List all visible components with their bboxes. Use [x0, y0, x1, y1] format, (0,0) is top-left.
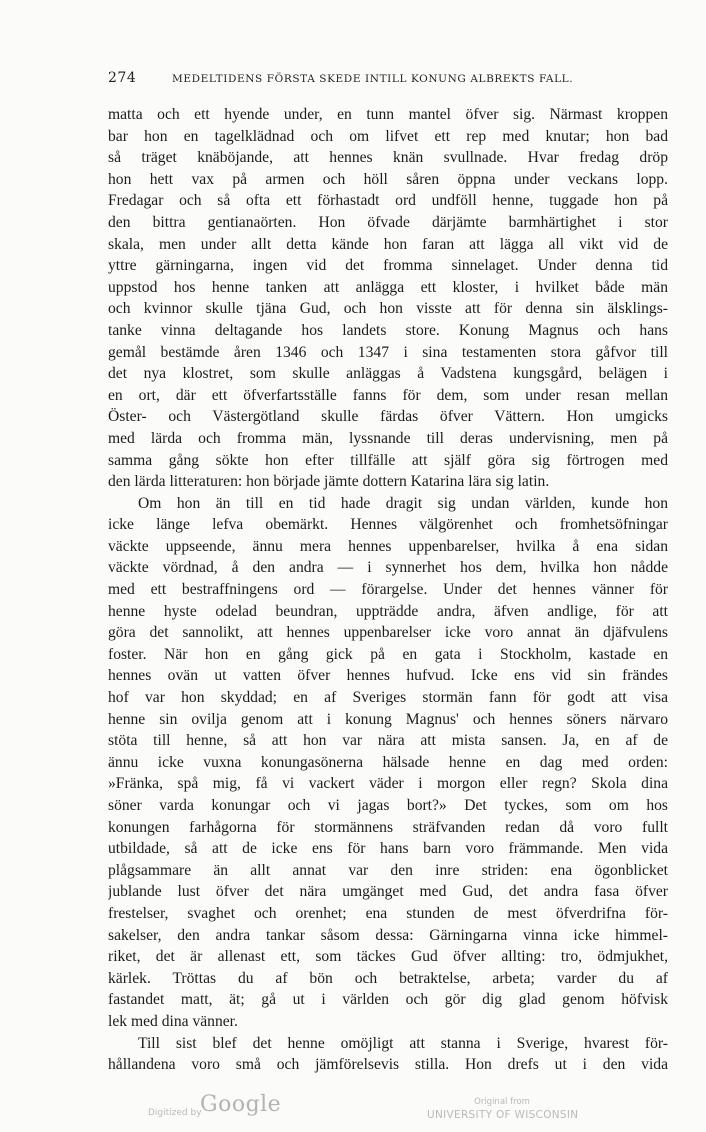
- text-line: fastandet matt, ät; gå ut i världen och gör dig glad genom höfvisk: [108, 991, 668, 1009]
- text-line: riket, det är allenast ett, som täckes Gud öfver allting: tro, ödmjukhet,: [108, 948, 668, 966]
- google-logo: Google: [200, 1092, 282, 1117]
- text-line: kärlek. Tröttas du af bön och betraktelse, arbeta; varder du af: [108, 969, 668, 987]
- text-line: frestelser, svaghet och orenhet; ena stunden de mest öfverdrifna för-: [108, 904, 668, 922]
- text-line: matta och ett hyende under, en tunn mantel öfver sig. Närmast kroppen: [108, 106, 668, 123]
- text-line: väckte vördnad, å den andra — i synnerhet hos dem, hvilka hon nådde: [108, 559, 668, 577]
- text-line: icke länge lefva obemärkt. Hennes välgörenhet och fromhetsöfningar: [108, 516, 668, 534]
- text-line: hållandena voro små och jämförelsevis stilla. Hon drefs ut i den vida: [108, 1056, 668, 1074]
- text-line: samma gång sökte hon efter tillfälle att själf göra sig förtrogen med: [108, 451, 668, 469]
- text-line: den lärda litteraturen: hon började jämte dottern Katarina lära sig latin.: [108, 473, 550, 491]
- text-line: så träget knäböjande, att hennes knän svullnade. Hvar fredag dröp: [108, 149, 668, 167]
- text-line: henne hyste odelad beundran, uppträdde andra, äfven andlige, för att: [108, 602, 668, 620]
- text-line: sakelser, den andra tankar såsom dessa: Gärningarna vinna icke himmel-: [108, 926, 668, 944]
- text-line: lek med dina vänner.: [108, 1012, 238, 1030]
- text-line: med ett bestraffningens ord — förargelse. Under det hennes vänner för: [108, 581, 668, 599]
- text-line: och kvinnor skulle tjäna Gud, och hon visste att för denna sin älsklings-: [108, 300, 668, 318]
- text-line: konungen farhågorna för stormännens sträfvanden redan då voro fullt: [108, 818, 668, 836]
- text-line: göra det sannolikt, att hennes uppenbarelser icke voro annat än djäfvulens: [108, 624, 668, 642]
- text-line: uppstod hos henne tanken att anlägga ett kloster, i hvilket både män: [108, 278, 668, 296]
- text-line: Fredagar och så ofta ett förhastadt ord undföll henne, tuggade hon på: [108, 192, 668, 210]
- text-line: yttre gärningarna, ingen vid det fromma sinnelaget. Under denna tid: [108, 257, 668, 275]
- text-line: med lärda och fromma män, lyssnande till deras undervisning, men på: [108, 429, 668, 447]
- original-from-label: Original from: [474, 1097, 530, 1107]
- text-line: det nya klostret, som skulle anläggas å Vadstena kungsgård, belägen i: [108, 365, 668, 383]
- page-number: 274: [108, 70, 137, 86]
- text-line: ännu icke vuxna konungasönerna hälsade henne en dag med orden:: [108, 753, 668, 771]
- text-line: gemål bestämde åren 1346 och 1347 i sina testamenten stora gåfvor till: [108, 343, 668, 361]
- text-line: bar hon en tagelklädnad och om lifvet ett rep med knutar; hon bad: [108, 127, 668, 145]
- text-line: Öster- och Västergötland skulle färdas öfver Vättern. Hon umgicks: [108, 408, 668, 426]
- text-line: plågsammare än allt annat var den inre striden: ena ögonblicket: [108, 861, 668, 879]
- scan-footer: [0, 1086, 706, 1126]
- text-line: tanke vinna deltagande hos landets store. Konung Magnus och hans: [108, 321, 668, 339]
- text-line: hennes ovän ut vatten öfver hennes hufvud. Icke ens vid sin frändes: [108, 667, 668, 685]
- running-head: MEDELTIDENS FÖRSTA SKEDE INTILL KONUNG ALBREKTS FALL.: [172, 73, 574, 85]
- text-line: jublande lust öfver det nära umgänget med Gud, det andra fasa öfver: [108, 883, 668, 901]
- text-line: foster. När hon en gång gick på en gata i Stockholm, kastade en: [108, 645, 668, 663]
- digitized-by-label: Digitized by: [148, 1108, 202, 1118]
- text-line: väckte uppseende, ännu mera hennes uppenbarelser, hvilka å ena sidan: [108, 537, 668, 555]
- university-label: UNIVERSITY OF WISCONSIN: [427, 1109, 579, 1121]
- paragraph-start-line: Till sist blef det henne omöjligt att stanna i Sverige, hvarest för-: [138, 1034, 668, 1052]
- text-line: söner varda konungar och vi jagas bort?» Det tyckes, som om hos: [108, 797, 668, 814]
- text-line: »Fränka, spå mig, få vi vackert väder i morgon eller regn? Skola dina: [108, 775, 668, 793]
- text-line: utbildade, så att de icke ens för hans barn voro främmande. Men vida: [108, 840, 668, 858]
- text-line: stöta till henne, så att hon var nära att mista sansen. Ja, en af de: [108, 732, 668, 750]
- paragraph-start-line: Om hon än till en tid hade dragit sig undan världen, kunde hon: [138, 494, 668, 512]
- text-line: hof var hon skyddad; en af Sveriges stormän fann för godt att visa: [108, 689, 668, 707]
- body-text: [108, 104, 668, 1076]
- text-line: en ort, där ett öfverfartsställe fanns för dem, som under resan mellan: [108, 386, 668, 404]
- text-line: skala, men under allt detta kände hon faran att lägga all vikt vid de: [108, 235, 668, 253]
- text-line: hon hett vax på armen och höll såren öppna under veckans lopp.: [108, 170, 668, 188]
- text-line: henne sin ovilja genom att i konung Magnus' och hennes söners närvaro: [108, 710, 668, 728]
- text-line: den bittra gentianaörten. Hon öfvade därjämte barmhärtighet i stor: [108, 213, 668, 231]
